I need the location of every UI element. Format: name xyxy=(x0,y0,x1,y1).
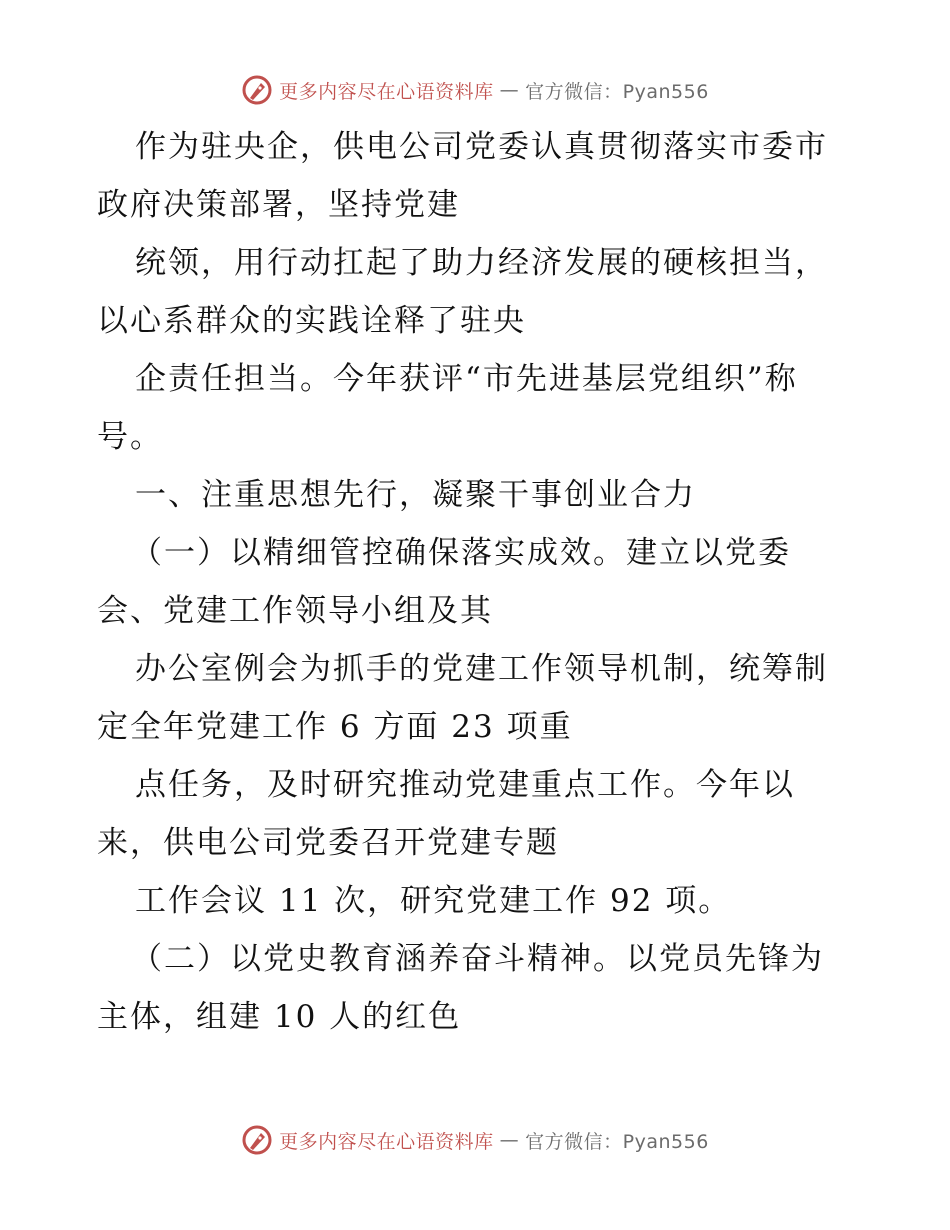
footer-watermark xyxy=(0,1122,950,1158)
paragraph-line: 号。 xyxy=(97,419,163,455)
watermark-dash: — xyxy=(499,1129,520,1151)
watermark-grey-text: 官方微信：Pyan556 xyxy=(525,80,709,103)
paragraph-line: 政府决策部署，坚持党建 xyxy=(97,187,460,223)
paragraph-line: 主体，组建 10 人的红色 xyxy=(97,999,462,1035)
watermark-red-text: 更多内容尽在心语资料库 xyxy=(279,1130,494,1153)
watermark-grey-text: 官方微信：Pyan556 xyxy=(525,1130,709,1153)
paragraph-line: 企责任担当。今年获评“市先进基层党组织”称 xyxy=(135,361,798,397)
paragraph-line: 点任务，及时研究推动党建重点工作。今年以 xyxy=(135,767,795,803)
section-heading: 一、注重思想先行，凝聚干事创业合力 xyxy=(135,477,696,513)
paragraph-line: 办公室例会为抓手的党建工作领导机制，统筹制 xyxy=(135,651,828,687)
watermark-dash: — xyxy=(499,79,520,101)
paragraph-line: 以心系群众的实践诠释了驻央 xyxy=(97,303,526,339)
paragraph-line: 定全年党建工作 6 方面 23 项重 xyxy=(97,709,573,745)
pen-nib-logo-icon xyxy=(241,74,273,106)
document-body xyxy=(97,118,857,1046)
paragraph-line: 统领，用行动扛起了助力经济发展的硬核担当， xyxy=(135,245,828,281)
paragraph-line: 会、党建工作领导小组及其 xyxy=(97,593,493,629)
watermark-red-text: 更多内容尽在心语资料库 xyxy=(279,80,494,103)
subsection-line: （一）以精细管控确保落实成效。建立以党委 xyxy=(131,535,791,571)
header-watermark xyxy=(0,72,950,108)
subsection-line: （二）以党史教育涵养奋斗精神。以党员先锋为 xyxy=(131,941,824,977)
paragraph-line: 工作会议 11 次，研究党建工作 92 项。 xyxy=(135,883,732,919)
pen-nib-logo-icon xyxy=(241,1124,273,1156)
paragraph-line: 来，供电公司党委召开党建专题 xyxy=(97,825,559,861)
paragraph-line: 作为驻央企，供电公司党委认真贯彻落实市委市 xyxy=(135,129,828,165)
